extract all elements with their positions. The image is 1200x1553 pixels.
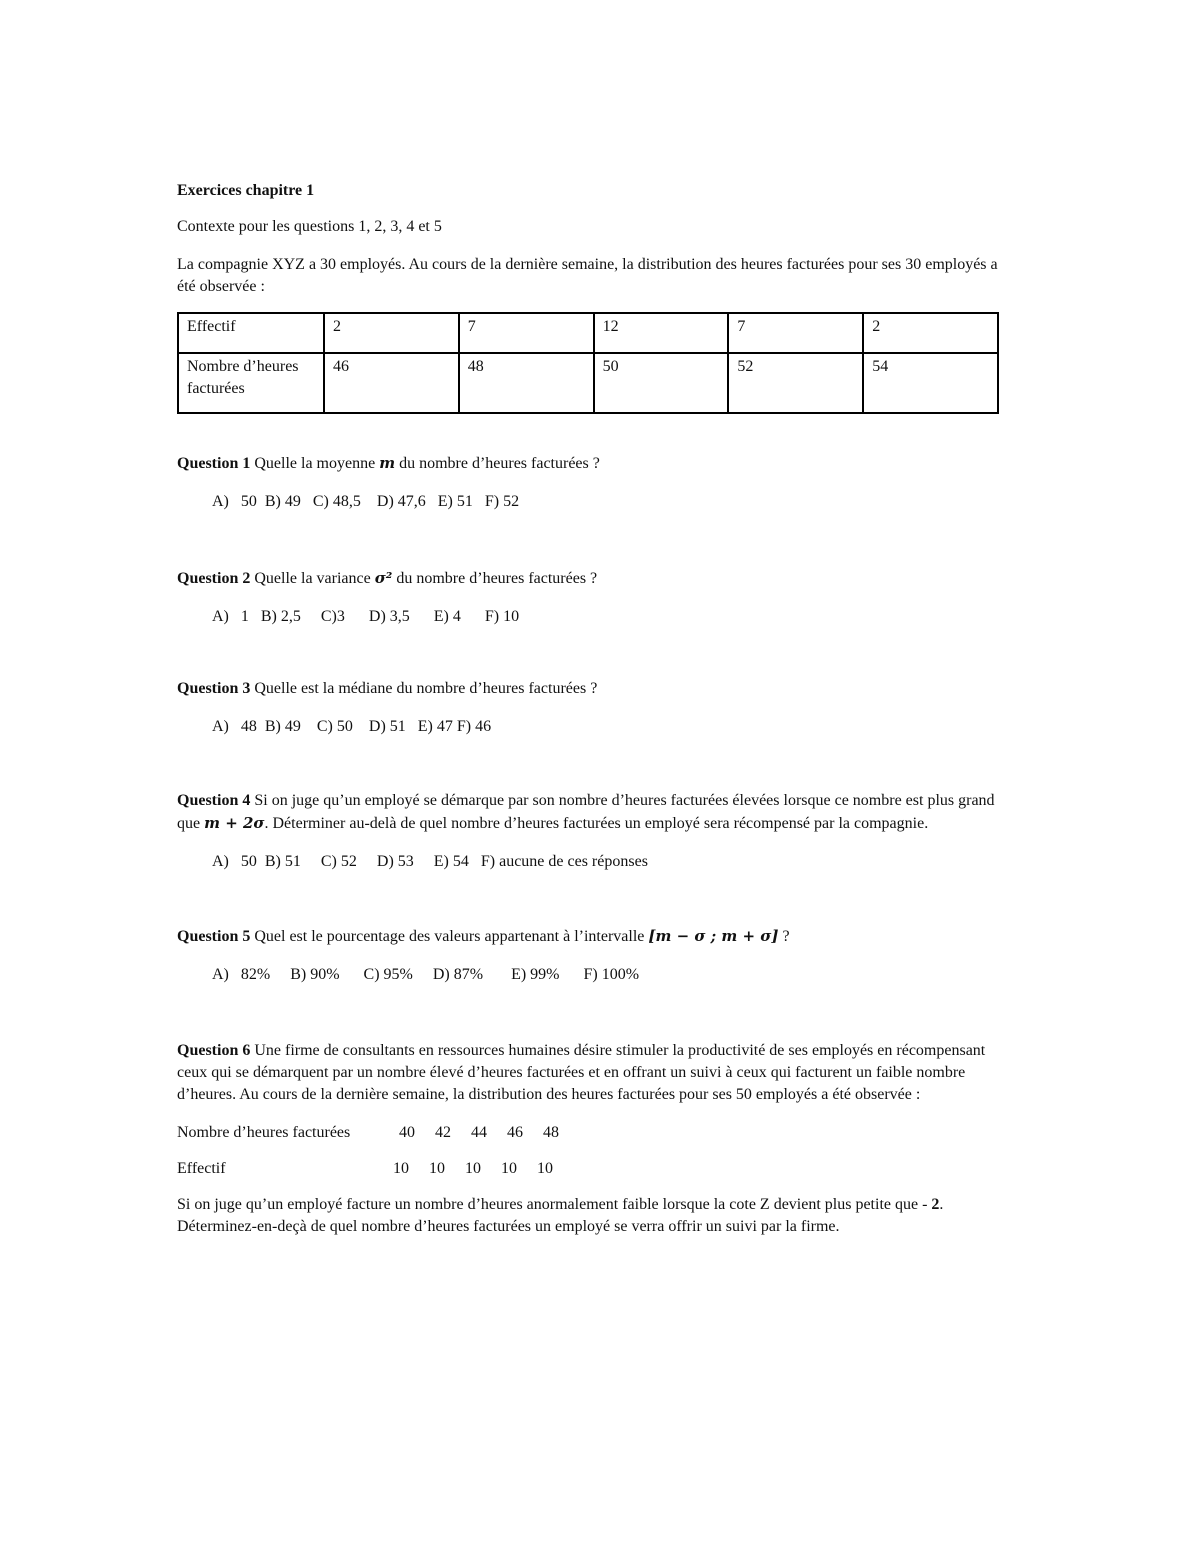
question-1-options: A) 50 B) 49 C) 48,5 D) 47,6 E) 51 F) 52 bbox=[212, 493, 520, 510]
question-text: du nombre d’heures facturées ? bbox=[392, 570, 598, 587]
question-label: Question 4 bbox=[177, 792, 251, 809]
table-cell: 46 bbox=[324, 353, 459, 413]
value-cell: 10 bbox=[393, 1160, 409, 1177]
question-5-options: A) 82% B) 90% C) 95% D) 87% E) 99% F) 100% bbox=[212, 966, 640, 983]
question-label: Question 1 bbox=[177, 455, 251, 472]
math-symbol: [m − σ ; m + σ] bbox=[648, 927, 779, 945]
table-cell: 48 bbox=[459, 353, 594, 413]
value-cell: 46 bbox=[507, 1124, 523, 1141]
row-values bbox=[393, 1158, 1007, 1180]
question-label: Question 6 bbox=[177, 1042, 251, 1059]
question-text: Quelle la moyenne bbox=[250, 455, 380, 472]
value-cell: 10 bbox=[501, 1160, 517, 1177]
table-cell: 2 bbox=[863, 313, 998, 353]
question-2 bbox=[177, 567, 1007, 590]
question-3-options: A) 48 B) 49 C) 50 D) 51 E) 47 F) 46 bbox=[212, 718, 492, 735]
table-cell: 50 bbox=[594, 353, 729, 413]
question-3 bbox=[177, 678, 1007, 700]
question-label: Question 5 bbox=[177, 928, 251, 945]
table-cell: 12 bbox=[594, 313, 729, 353]
row-label: Effectif bbox=[177, 1160, 226, 1177]
math-symbol: σ² bbox=[374, 569, 393, 587]
table-cell: 7 bbox=[459, 313, 594, 353]
table-row bbox=[178, 353, 998, 413]
value-cell: 40 bbox=[399, 1124, 415, 1141]
conclusion-value: 2 bbox=[931, 1196, 940, 1213]
page-title: Exercices chapitre 1 bbox=[177, 182, 315, 199]
table-cell: 7 bbox=[728, 313, 863, 353]
question-4-options: A) 50 B) 51 C) 52 D) 53 E) 54 F) aucune de ces réponses bbox=[212, 853, 648, 870]
conclusion-text: Si on juge qu’un employé facture un nombre d’heures anormalement faible lorsque la cote Z devient plus petite que - bbox=[177, 1196, 932, 1213]
question-text: Une firme de consultants en ressources humaines désire stimuler la productivité de ses employés en récompensant ceux qui se démarquent par un nombre élevé d’heures facturées et en offrant un suivi à ceux qui facturent un faible nombre d’heures. Au cours de la dernière semaine, la distribution des heures facturées pour ses 50 employés a été observée : bbox=[177, 1042, 986, 1103]
question-text: du nombre d’heures facturées ? bbox=[395, 455, 600, 472]
conclusion-text: . Déterminez-en-deçà de quel nombre d’heures facturées un employé se verra offrir un suivi par la firme. bbox=[177, 1196, 944, 1235]
value-cell: 10 bbox=[465, 1160, 481, 1177]
value-cell: 10 bbox=[537, 1160, 553, 1177]
question-text: Quelle la variance bbox=[250, 570, 375, 587]
table-cell: 52 bbox=[728, 353, 863, 413]
value-cell: 48 bbox=[543, 1124, 559, 1141]
question-6 bbox=[177, 1040, 1007, 1106]
document-page bbox=[177, 180, 1007, 1238]
intro-paragraph: La compagnie XYZ a 30 employés. Au cours de la dernière semaine, la distribution des heures facturées pour ses 30 employés a été observée : bbox=[177, 256, 998, 295]
question-label: Question 3 bbox=[177, 680, 251, 697]
math-symbol: m bbox=[379, 454, 396, 472]
row-label: Nombre d’heures facturées bbox=[177, 1124, 351, 1141]
question-5 bbox=[177, 925, 1007, 948]
table-cell-label: Effectif bbox=[178, 313, 324, 353]
value-cell: 42 bbox=[435, 1124, 451, 1141]
question-label: Question 2 bbox=[177, 570, 251, 587]
table-row bbox=[178, 313, 998, 353]
table-cell: 54 bbox=[863, 353, 998, 413]
question-text: . Déterminer au-delà de quel nombre d’heures facturées un employé sera récompensé par la compagnie. bbox=[264, 815, 929, 832]
question-2-options: A) 1 B) 2,5 C)3 D) 3,5 E) 4 F) 10 bbox=[212, 608, 520, 625]
question-text: Quelle est la médiane du nombre d’heures facturées ? bbox=[250, 680, 598, 697]
question-6-data bbox=[177, 1122, 1007, 1180]
question-1 bbox=[177, 452, 1007, 475]
question-text: Si on juge qu’un employé se démarque par son nombre d’heures facturées élevées lorsque ce nombre est plus grand que bbox=[177, 792, 995, 832]
question-4 bbox=[177, 790, 1007, 835]
value-cell: 44 bbox=[471, 1124, 487, 1141]
row-values bbox=[399, 1122, 1007, 1144]
value-cell: 10 bbox=[429, 1160, 445, 1177]
table-cell: 2 bbox=[324, 313, 459, 353]
question-6-conclusion bbox=[177, 1194, 1007, 1238]
question-text: Quel est le pourcentage des valeurs appartenant à l’intervalle bbox=[250, 928, 649, 945]
math-symbol: m + 2σ bbox=[204, 814, 265, 832]
frequency-table bbox=[177, 312, 999, 414]
table-cell-label: Nombre d’heures facturées bbox=[178, 353, 324, 413]
question-text: ? bbox=[778, 928, 790, 945]
context-line: Contexte pour les questions 1, 2, 3, 4 et 5 bbox=[177, 218, 442, 235]
